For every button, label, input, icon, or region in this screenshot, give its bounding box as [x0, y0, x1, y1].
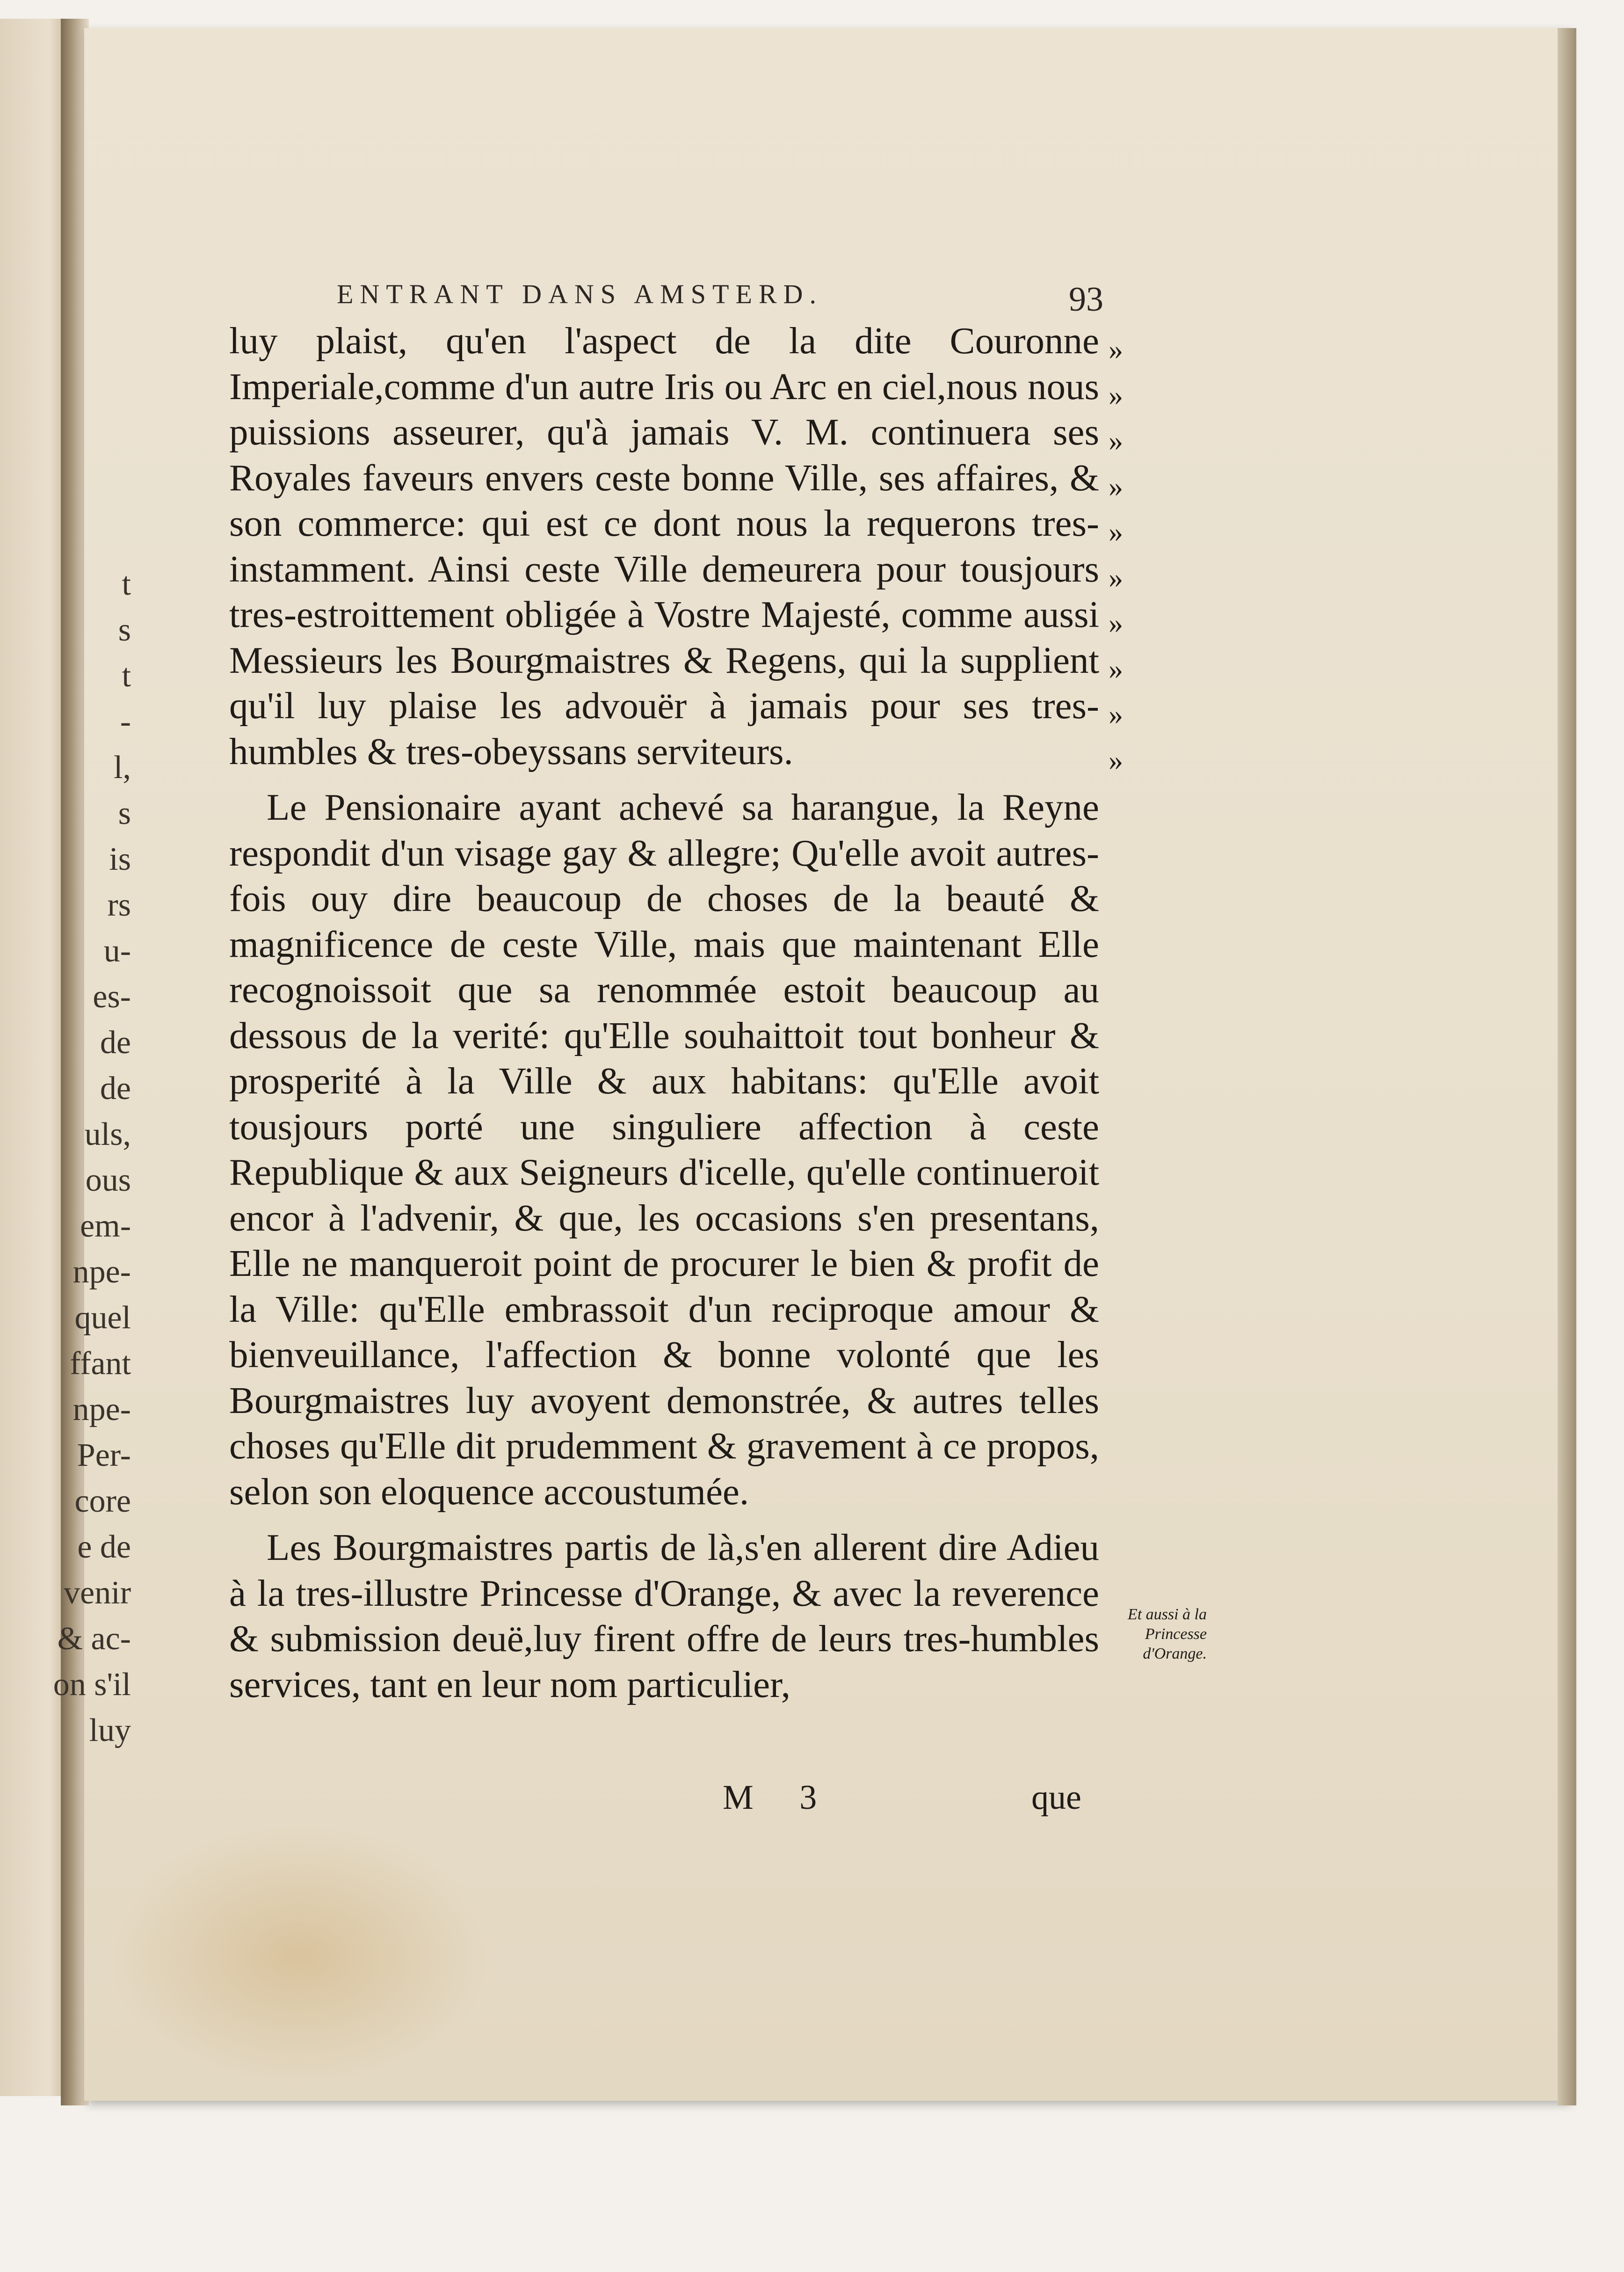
- previous-page-fragment: core: [74, 1483, 131, 1519]
- previous-page-fragment: t: [122, 658, 131, 694]
- page-edge: [1558, 28, 1576, 2105]
- quote-mark: »: [1109, 562, 1123, 594]
- quotation-marks-column: [1109, 328, 1137, 784]
- previous-page-fragment: de: [100, 1025, 131, 1061]
- previous-page-fragment: ous: [85, 1162, 131, 1198]
- previous-page-fragment: s: [118, 612, 131, 648]
- paragraph-2: Le Pensionaire ayant achevé sa harangue, la Reyne respondit d'un visage gay & allegre; Qu'elle avoit autres-fois ouy dire beaucoup de choses de la beauté & magnificence de ceste Ville, mais que maintenant Elle recognoissoit que sa renommée estoit beaucoup au dessous de la verité: qu'Elle souhaittoit tout bonheur & prosperité à la Ville & aux habitans: qu'Elle avoit tousjours porté une singuliere affection à ceste Republique & aux Seigneurs d'icelle, qu'elle continueroit encor à l'advenir, & que, les occasions s'en presentans, Elle ne manqueroit point de procurer le bien & profit de la Ville: qu'Elle embrassoit d'un reciproque amour & bienveuillance, l'affection & bonne volonté que les Bourgmaistres luy avoyent demonstrée, & autres telles choses qu'Elle dit prudemment & gravement à ce propos, selon son eloquence accoustumée.: [229, 786, 1099, 1513]
- previous-page-fragment: & ac-: [57, 1621, 131, 1657]
- paragraph-3: Les Bourgmaistres partis de là,s'en allerent dire Adieu à la tres-illustre Princesse d'Orange, & avec la reverence & submission deuë,luy firent offre de leurs tres-humbles services, tant en leur nom particulier,: [229, 1526, 1099, 1705]
- previous-page-fragment: rs: [107, 887, 131, 923]
- signature-mark: M 3: [723, 1778, 836, 1817]
- previous-page-fragment: es-: [93, 979, 131, 1015]
- previous-page-fragment: quel: [74, 1300, 131, 1336]
- previous-page-fragment: s: [118, 795, 131, 831]
- paragraph-1: luy plaist, qu'en l'aspect de la dite Couronne Imperiale,comme d'un autre Iris ou Arc en ciel,nous nous puissions asseurer, qu'à jamais V. M. continuera ses Royales faveurs envers ceste bonne Ville, ses affaires, & son commerce: qui est ce dont nous la requerons tres-instamment. Ainsi ceste Ville demeurera pour tousjours tres-estroittement obligée à Vostre Majesté, comme aussi Messieurs les Bourgmaistres & Regens, qui la supplient qu'il luy plaise les advouër à jamais pour ses tres-humbles & tres-obeyssans serviteurs.: [229, 320, 1099, 772]
- quote-mark: »: [1109, 744, 1123, 777]
- quote-mark: »: [1109, 608, 1123, 640]
- quote-mark: »: [1109, 379, 1123, 412]
- quote-mark: »: [1109, 471, 1123, 503]
- previous-page-fragment: luy: [89, 1712, 131, 1748]
- previous-page-fragment: -: [120, 704, 131, 740]
- quote-mark: »: [1109, 517, 1123, 548]
- previous-page-fragment: npe-: [72, 1254, 131, 1290]
- previous-page-fragment: em-: [80, 1208, 131, 1244]
- quote-mark: »: [1109, 334, 1123, 366]
- foxing-stain: [108, 1825, 491, 2087]
- catchword: que: [1031, 1778, 1081, 1817]
- running-head: ENTRANT DANS AMSTERD.: [337, 279, 823, 309]
- previous-page-fragment: u-: [103, 933, 131, 969]
- quote-mark: »: [1109, 653, 1123, 685]
- previous-page-fragment: is: [109, 841, 131, 877]
- previous-page-fragment: e de: [77, 1529, 131, 1565]
- previous-page-fragment: on s'il: [53, 1667, 131, 1703]
- quote-mark: »: [1109, 425, 1123, 457]
- previous-page-fragment: l,: [114, 750, 131, 786]
- quote-mark: »: [1109, 699, 1123, 731]
- previous-page-fragment: de: [100, 1070, 131, 1107]
- margin-note: Et aussi à la Princesse d'Orange.: [1127, 1606, 1207, 1662]
- page-number: 93: [1069, 280, 1103, 319]
- previous-page-text: [0, 561, 131, 1754]
- previous-page-fragment: uls,: [84, 1116, 131, 1152]
- previous-page-fragment: t: [122, 566, 131, 602]
- previous-page-fragment: ffant: [70, 1346, 131, 1382]
- previous-page-fragment: venir: [64, 1575, 131, 1611]
- previous-page-fragment: npe-: [72, 1391, 131, 1427]
- previous-page-fragment: Per-: [77, 1437, 131, 1473]
- main-text: [229, 318, 1099, 1707]
